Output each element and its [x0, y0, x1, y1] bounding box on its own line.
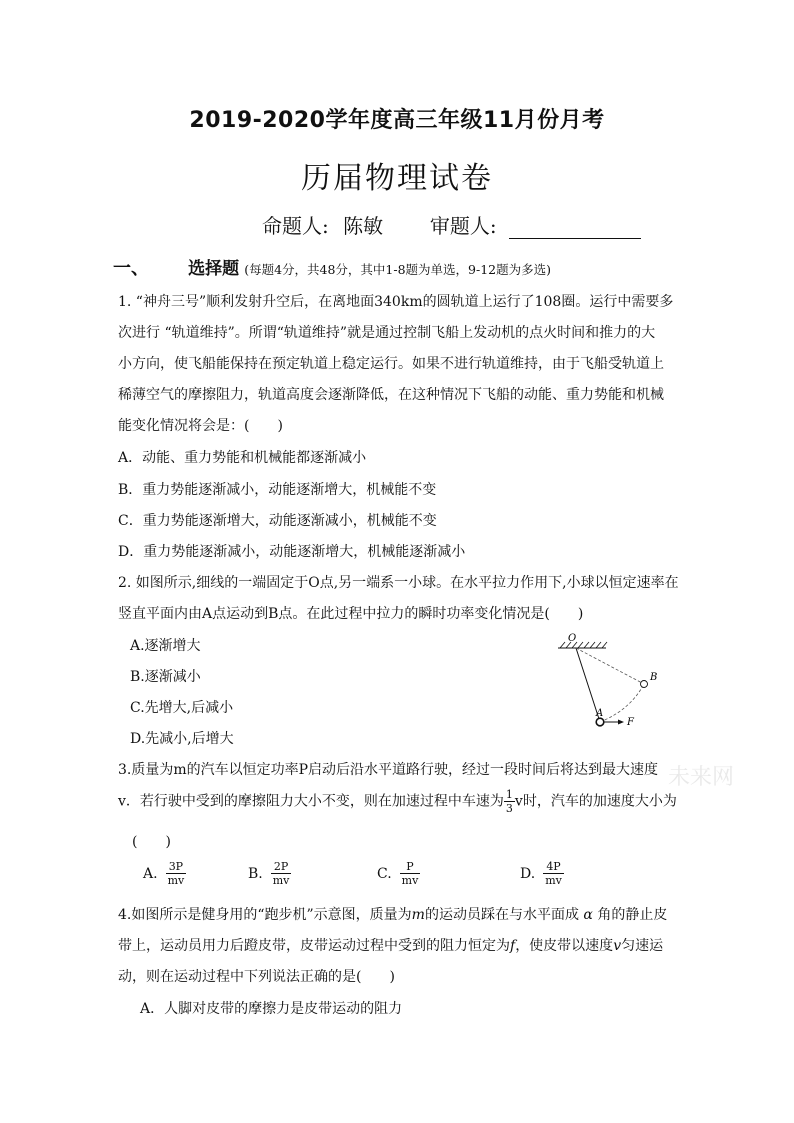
q4-line-1 — [118, 904, 667, 924]
q3-line-1: 3.质量为m的汽车以恒定功率P启动后沿水平道路行驶，经过一段时间后将达到最大速度 — [118, 762, 659, 778]
q3-option-d — [520, 860, 564, 887]
q4-line-2 — [118, 935, 663, 955]
q3-line-2 — [118, 788, 677, 815]
q3-line-2-post: v时，汽车的加速度大小为 — [514, 793, 677, 810]
q1-line-5: 能变化情况将会是：( ) — [118, 418, 283, 434]
authors-line — [262, 210, 641, 239]
q3-option-d-num: 4P — [546, 860, 561, 873]
q4-line-2-post: 匀速运 — [621, 938, 664, 954]
exam-subtitle: 历届物理试卷 — [301, 161, 493, 196]
q4-m: m — [411, 907, 425, 923]
arc-path — [600, 684, 644, 722]
label-f: F — [627, 717, 634, 728]
q3-option-b — [248, 860, 291, 887]
q3-option-b-frac — [271, 860, 292, 887]
q2-option-a: A.逐渐增大 — [130, 638, 201, 654]
q1-option-a: A．动能、重力势能和机械能都逐渐减小 — [118, 450, 367, 466]
exam-title: 2019-2020学年度高三年级11月份月考 — [189, 108, 605, 133]
q2-option-d: D.先减小,后增大 — [130, 731, 234, 747]
q3-frac-num: 1 — [505, 788, 513, 801]
q4-line-1-mid: 的运动员踩在与水平面成 — [424, 907, 579, 923]
q3-option-a-frac — [166, 860, 187, 887]
pendulum-figure — [552, 632, 672, 732]
section-note: (每题4分，共48分，其中1-8题为单选，9-12题为多选) — [244, 262, 552, 277]
q3-option-d-label: D. — [520, 865, 536, 882]
q4-alpha: α — [583, 907, 593, 923]
q2-option-c: C.先增大,后减小 — [130, 700, 234, 716]
q3-option-a — [143, 860, 186, 887]
q4-line-2-pre: 带上，运动员用力后蹬皮带，皮带运动过程中受到的阻力恒定为 — [118, 938, 510, 954]
q3-option-a-label: A. — [143, 865, 158, 882]
label-o: O — [568, 633, 577, 644]
q3-option-c-label: C. — [377, 865, 392, 882]
q1-line-2: 次进行 “轨道维持”。所谓“轨道维持”就是通过控制飞船上发动机的点火时间和推力的大 — [118, 325, 656, 341]
section-name: 选择题 — [188, 259, 240, 279]
q1-option-c: C．重力势能逐渐增大，动能逐渐减小，机械能不变 — [118, 513, 437, 529]
q1-line-4: 稀薄空气的摩擦阻力，轨道高度会逐渐降低，在这种情况下飞船的动能、重力势能和机械 — [118, 387, 664, 403]
q3-option-b-den: mv — [272, 874, 290, 887]
section-heading — [113, 254, 551, 280]
q2-line-2: 竖直平面内由A点运动到B点。在此过程中拉力的瞬时功率变化情况是( ) — [118, 606, 584, 622]
q4-line-3: 动，则在运动过程中下列说法正确的是( ) — [118, 969, 395, 985]
setter-name: 陈敏 — [343, 214, 384, 238]
q4-line-1-pre: 4.如图所示是健身用的“跑步机”示意图，质量为 — [118, 907, 412, 923]
q3-option-c-frac — [400, 860, 421, 887]
q1-option-b: B．重力势能逐渐减小，动能逐渐增大，机械能不变 — [118, 482, 437, 498]
q3-option-d-den: mv — [545, 874, 562, 887]
ball-b — [641, 681, 648, 688]
q4-v: v — [613, 938, 622, 954]
setter-label: 命题人: — [262, 214, 329, 238]
q3-option-a-den: mv — [167, 874, 185, 887]
q3-option-b-label: B. — [248, 865, 263, 882]
label-a: A — [596, 708, 604, 719]
q4-line-1-post: 角的静止皮 — [597, 907, 668, 923]
q4-option-a: A．人脚对皮带的摩擦力是皮带运动的阻力 — [140, 1001, 403, 1017]
label-b: B — [650, 672, 658, 683]
reviewer-label: 审题人: — [429, 214, 497, 238]
q2-option-b: B.逐渐减小 — [130, 669, 201, 685]
q3-option-c-num: P — [406, 860, 414, 873]
q3-frac-den: 3 — [505, 802, 513, 815]
ceiling-support — [558, 642, 607, 648]
q2-line-1: 2. 如图所示,细线的一端固定于O点,另一端系一小球。在水平拉力作用下,小球以恒定速率在 — [118, 575, 679, 591]
ball-a — [596, 718, 604, 726]
q3-option-c — [377, 860, 420, 887]
q1-line-3: 小方向，使飞船能保持在预定轨道上稳定运行。如果不进行轨道维持，由于飞船受轨道上 — [118, 356, 664, 372]
q3-option-b-num: 2P — [273, 860, 289, 873]
watermark: 未来网 — [668, 765, 735, 790]
q3-line-3: ( ) — [132, 834, 171, 850]
q3-line-2-pre: v．若行驶中受到的摩擦阻力大小不变，则在加速过程中车速为 — [118, 793, 504, 810]
q3-option-a-num: 3P — [168, 860, 184, 873]
force-arrowhead — [618, 720, 624, 725]
section-number: 一、 — [113, 258, 149, 279]
q1-option-d: D．重力势能逐渐减小，动能逐渐增大，机械能逐渐减小 — [118, 544, 466, 560]
q4-line-2-mid: ，使皮带以速度 — [515, 938, 614, 954]
q3-option-c-den: mv — [401, 874, 419, 887]
q3-option-d-frac — [543, 860, 564, 887]
q3-fraction — [504, 788, 515, 815]
reviewer-blank — [509, 218, 641, 239]
q1-line-1: 1. “神舟三号”顺利发射升空后，在离地面340km的圆轨道上运行了108圈。运行中需要多 — [118, 294, 674, 310]
q4-f: f — [510, 938, 516, 954]
